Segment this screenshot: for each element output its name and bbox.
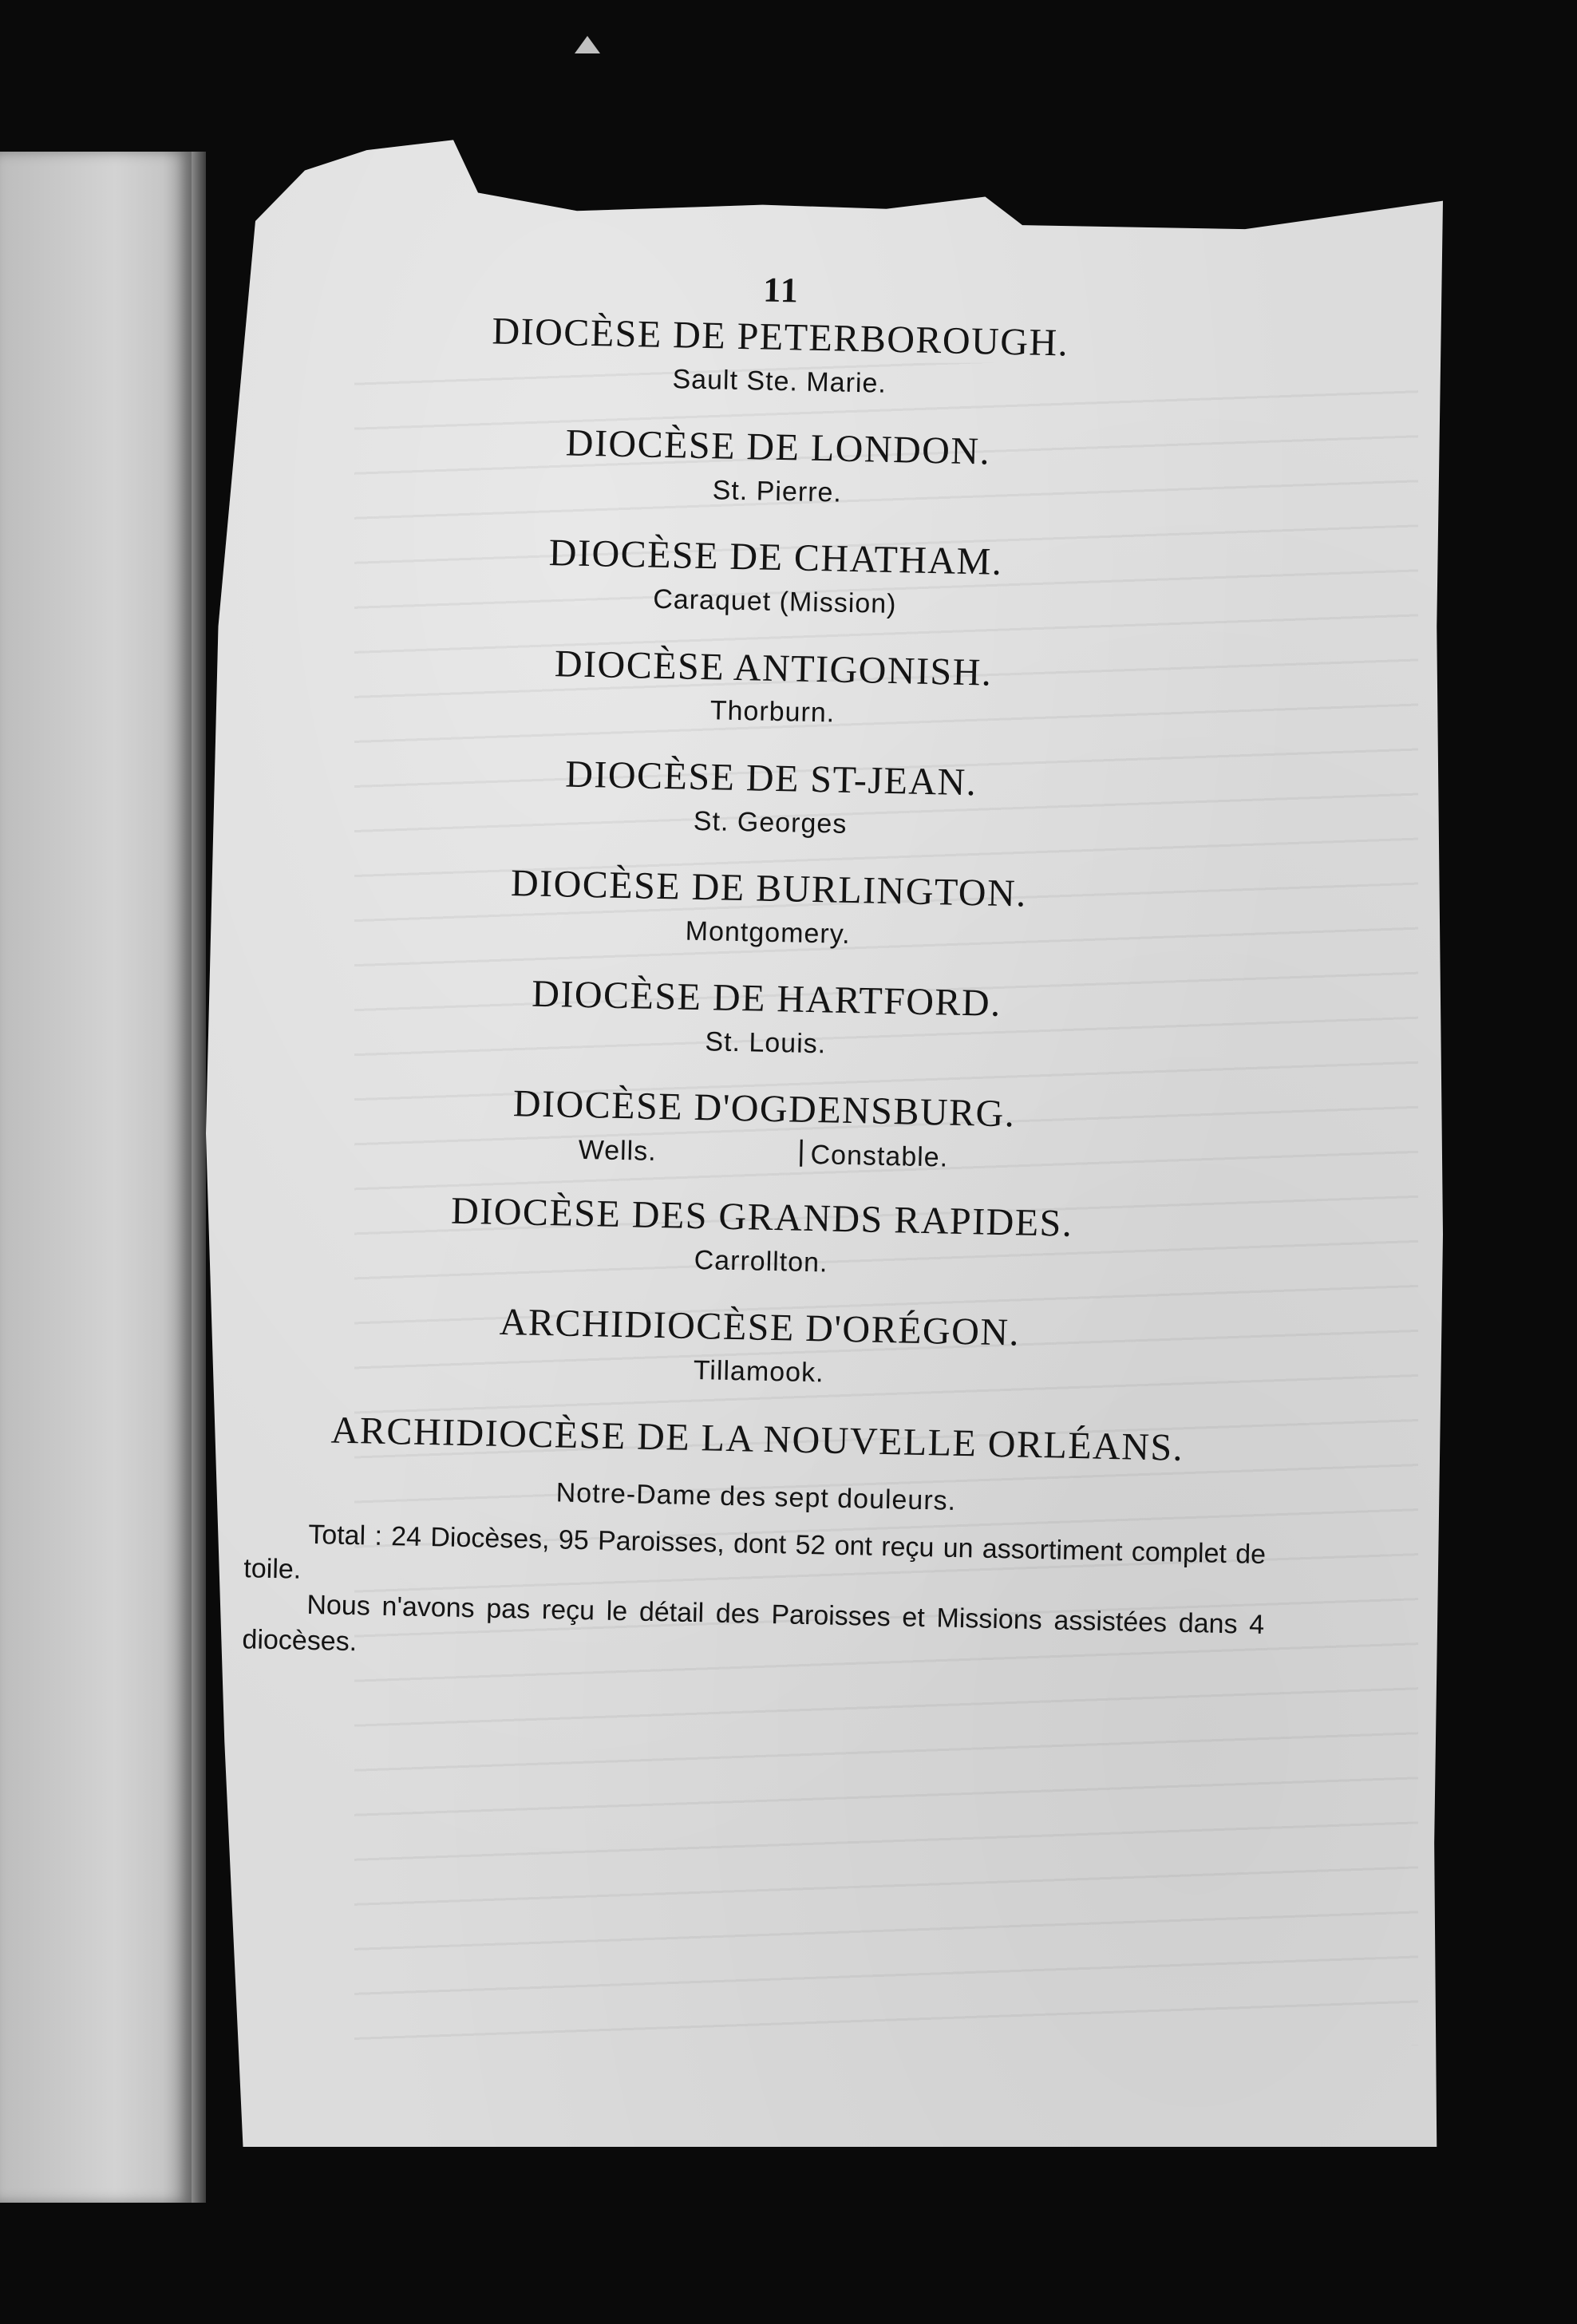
parish-name: Thorburn. — [709, 695, 836, 729]
diocese-heading: DIOCÈSE DES GRANDS RAPIDES. — [450, 1189, 1073, 1245]
diocese-heading: DIOCÈSE DE BURLINGTON. — [510, 861, 1028, 915]
total-summary: Total : 24 Diocèses, 95 Paroisses, dont 52 ont reçu un assortiment complet de toile. — [243, 1519, 1267, 1585]
parish-name: St. Georges — [693, 805, 848, 840]
page-number: 11 — [762, 270, 800, 310]
diocese-entry — [257, 857, 1280, 958]
diocese-entry — [255, 968, 1278, 1069]
diocese-entry — [262, 637, 1285, 738]
diocese-entry — [250, 1186, 1273, 1287]
diocese-heading: DIOCÈSE DE ST-JEAN. — [564, 753, 978, 804]
parish-name: Notre-Dame des sept douleurs. — [555, 1477, 957, 1516]
parish-name: Tillamook. — [693, 1355, 824, 1389]
diocese-heading: DIOCÈSE DE HARTFORD. — [531, 972, 1002, 1026]
parish-name: Sault Ste. Marie. — [672, 363, 887, 399]
parish-name: St. Pierre. — [712, 475, 843, 508]
diocese-heading: DIOCÈSE ANTIGONISH. — [554, 642, 993, 694]
parish-name: Caraquet (Mission) — [652, 583, 897, 620]
previous-page-edge — [0, 152, 196, 2203]
missing-details-note: Nous n'avons pas reçu le détail des Paroisses et Missions assistées dans 4 diocèses. — [242, 1590, 1265, 1657]
diocese-heading: DIOCÈSE DE CHATHAM. — [548, 532, 1003, 584]
diocese-entry — [264, 527, 1287, 628]
column-separator — [800, 1140, 803, 1167]
diocese-heading: DIOCÈSE DE PETERBOROUGH. — [492, 310, 1069, 365]
parish-name: Montgomery. — [685, 915, 852, 950]
diocese-heading: ARCHIDIOCÈSE DE LA NOUVELLE ORLÉANS. — [330, 1409, 1184, 1470]
diocese-entry — [245, 1407, 1268, 1523]
diocese-heading: ARCHIDIOCÈSE D'ORÉGON. — [499, 1301, 1021, 1354]
page-content — [242, 245, 1293, 1678]
parish-name: Constable. — [810, 1140, 949, 1173]
parish-item — [800, 1140, 948, 1174]
diocese-entry — [267, 417, 1290, 518]
parish-name: Wells. — [578, 1135, 658, 1168]
diocese-entry — [252, 1078, 1275, 1181]
book-spine-shadow — [192, 152, 206, 2203]
parish-name: Carrollton. — [694, 1244, 828, 1279]
diocese-entry — [247, 1297, 1271, 1398]
parish-name: St. Louis. — [705, 1026, 827, 1060]
diocese-heading: DIOCÈSE DE LONDON. — [565, 421, 991, 473]
diocese-entry — [259, 747, 1283, 848]
diocese-heading: DIOCÈSE D'OGDENSBURG. — [512, 1082, 1016, 1136]
scan-artifact — [575, 36, 600, 53]
diocese-entry — [268, 306, 1291, 408]
